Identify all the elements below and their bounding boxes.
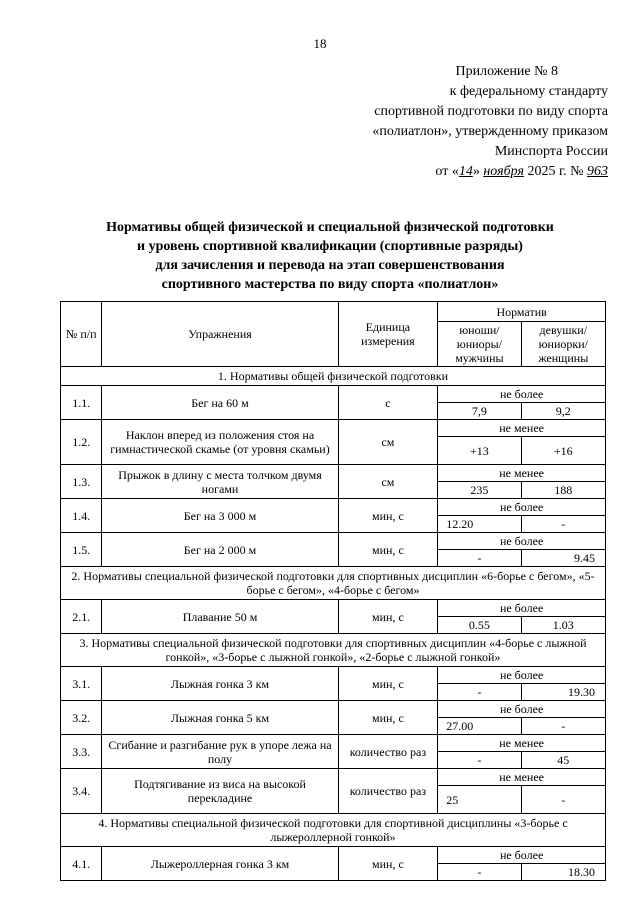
table-cell: не менее [438, 465, 606, 482]
table-header-row [61, 302, 606, 322]
table-cell: Бег на 60 м [102, 386, 338, 420]
table-cell: 1.5. [61, 533, 102, 567]
table-cell: Лыжная гонка 5 км [102, 701, 338, 735]
table-cell: 3.1. [61, 667, 102, 701]
appendix-line: спортивной подготовки по виду спорта [374, 104, 608, 119]
table-cell: 1.03 [521, 617, 605, 634]
table-cell: - [521, 786, 605, 814]
table-cell: - [521, 516, 605, 533]
section-title: 4. Нормативы специальной физической подготовки для спортивной дисциплины «3-борье с лыжероллерной гонкой» [61, 814, 606, 847]
table-cell: - [438, 684, 521, 701]
table-cell: не более [438, 600, 606, 617]
header-unit: Единица измерения [338, 302, 438, 367]
table-cell: 19.30 [521, 684, 605, 701]
table-cell: Наклон вперед из положения стоя на гимнастической скамье (от уровня скамьи) [102, 420, 338, 465]
table-cell: 45 [521, 752, 605, 769]
table-cell: +13 [438, 437, 521, 465]
table-cell: 3.2. [61, 701, 102, 735]
appendix-header [318, 62, 608, 182]
table-cell: 2.1. [61, 600, 102, 634]
table-cell: 4.1. [61, 847, 102, 881]
table-cell: см [338, 420, 438, 465]
table-cell: 1.2. [61, 420, 102, 465]
table-cell: Подтягивание из виса на высокой перекладине [102, 769, 338, 814]
table-row [61, 499, 606, 516]
table-cell: Плавание 50 м [102, 600, 338, 634]
date-day: 14 [458, 164, 473, 179]
table-row [61, 735, 606, 752]
table-cell: не менее [438, 769, 606, 786]
table-cell: количество раз [338, 735, 438, 769]
document-title: Нормативы общей физической и специальной физической подготовки и уровень спортивной квалификации (спортивные разряды) для зачисления и перевода на этап совершенствования спортивного мастерства по виду спорта «полиатлон» [106, 220, 554, 292]
table-cell: не менее [438, 420, 606, 437]
table-row [61, 420, 606, 437]
order-number: 963 [587, 164, 608, 179]
table-row [61, 769, 606, 786]
table-cell: мин, с [338, 667, 438, 701]
section-title: 3. Нормативы специальной физической подготовки для спортивных дисциплин «4-борье с лыжной гонкой», «3-борье с лыжной гонкой», «2-борье с лыжной гонкой» [61, 634, 606, 667]
table-cell: 9,2 [521, 403, 605, 420]
section-row [61, 367, 606, 386]
table-cell: - [438, 752, 521, 769]
section-row [61, 634, 606, 667]
table-cell: 25 [438, 786, 521, 814]
table-cell: количество раз [338, 769, 438, 814]
header-num: № п/п [61, 302, 102, 367]
table-cell: Сгибание и разгибание рук в упоре лежа на полу [102, 735, 338, 769]
table-cell: мин, с [338, 499, 438, 533]
table-cell: 235 [438, 482, 521, 499]
table-cell: не более [438, 533, 606, 550]
table-cell: 27.00 [438, 718, 521, 735]
table-cell: 9.45 [521, 550, 605, 567]
table-row [61, 533, 606, 550]
table-cell: 188 [521, 482, 605, 499]
table-cell: мин, с [338, 533, 438, 567]
appendix-number: Приложение № 8 [455, 64, 558, 79]
table-cell: - [438, 864, 521, 881]
table-row [61, 386, 606, 403]
appendix-line: к федеральному стандарту [449, 84, 608, 99]
section-row [61, 814, 606, 847]
table-cell: не более [438, 701, 606, 718]
appendix-line: Минспорта России [494, 144, 608, 159]
table-cell: Лыжная гонка 3 км [102, 667, 338, 701]
table-cell: мин, с [338, 701, 438, 735]
appendix-line: «полиатлон», утвержденному приказом [372, 124, 608, 139]
table-cell: - [438, 550, 521, 567]
table-cell: см [338, 465, 438, 499]
table-row [61, 465, 606, 482]
table-row [61, 667, 606, 684]
table-row [61, 701, 606, 718]
table-cell: 1.3. [61, 465, 102, 499]
table-cell: 18.30 [521, 864, 605, 881]
table-cell: 7,9 [438, 403, 521, 420]
appendix-date: от «14» ноября 2025 г. № 963 [435, 164, 608, 179]
page-number: 18 [313, 36, 327, 51]
table-cell: 3.3. [61, 735, 102, 769]
header-exercise: Упражнения [102, 302, 338, 367]
table-cell: мин, с [338, 847, 438, 881]
header-boys: юноши/ юниоры/ мужчины [438, 322, 521, 367]
section-title: 1. Нормативы общей физической подготовки [61, 367, 606, 386]
header-norm: Норматив [438, 302, 606, 322]
table-cell: 1.4. [61, 499, 102, 533]
table-cell: +16 [521, 437, 605, 465]
norms-table [60, 301, 606, 881]
table-cell: Лыжероллерная гонка 3 км [102, 847, 338, 881]
section-row [61, 567, 606, 600]
table-cell: 3.4. [61, 769, 102, 814]
table-cell: мин, с [338, 600, 438, 634]
header-girls: девушки/ юниорки/ женщины [521, 322, 605, 367]
table-cell: не менее [438, 735, 606, 752]
table-cell: Прыжок в длину с места толчком двумя ногами [102, 465, 338, 499]
table-row [61, 600, 606, 617]
table-cell: не более [438, 667, 606, 684]
table-cell: не более [438, 386, 606, 403]
table-cell: - [521, 718, 605, 735]
table-row [61, 847, 606, 864]
table-cell: 0.55 [438, 617, 521, 634]
table-cell: не более [438, 499, 606, 516]
table-cell: Бег на 3 000 м [102, 499, 338, 533]
table-cell: не более [438, 847, 606, 864]
table-cell: с [338, 386, 438, 420]
table-cell: Бег на 2 000 м [102, 533, 338, 567]
table-cell: 12.20 [438, 516, 521, 533]
section-title: 2. Нормативы специальной физической подготовки для спортивных дисциплин «6-борье с бегом», «5-борье с бегом», «4-борье с бегом» [61, 567, 606, 600]
table-cell: 1.1. [61, 386, 102, 420]
date-month: ноября [483, 164, 524, 179]
